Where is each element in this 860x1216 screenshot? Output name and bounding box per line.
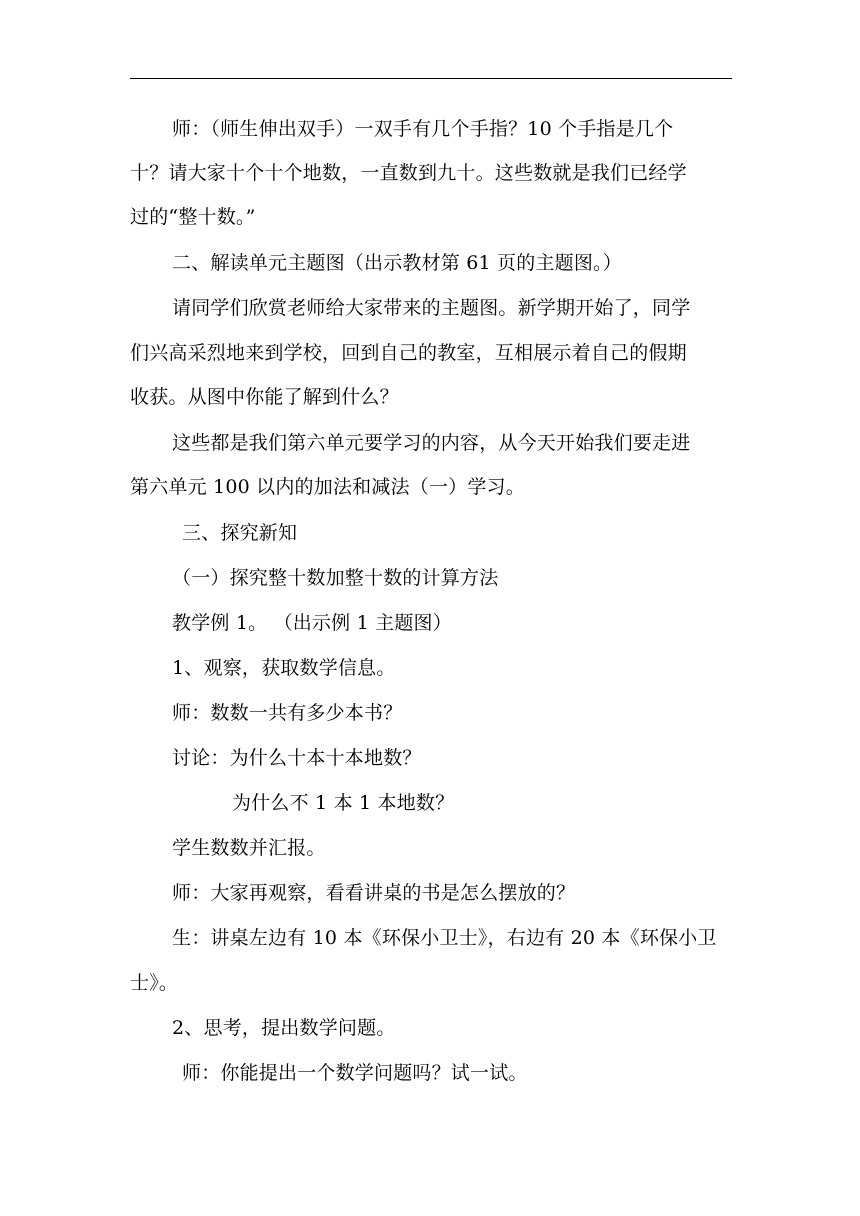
paragraph-line: 1、观察，获取数学信息。 [172, 657, 396, 679]
paragraph-line: 收获。从图中你能了解到什么？ [130, 386, 399, 408]
paragraph-line: 教学例 1。 （出示例 1 主题图） [172, 612, 452, 634]
subsection-heading: （一）探究整十数加整十数的计算方法 [172, 567, 499, 589]
paragraph-line: 讨论：为什么十本十本地数？ [172, 747, 422, 769]
paragraph-line: 第六单元 100 以内的加法和减法（一）学习。 [130, 476, 525, 498]
paragraph-line: 十？请大家十个十个地数，一直数到九十。这些数就是我们已经学 [130, 162, 687, 184]
paragraph-line: 师：大家再观察，看看讲桌的书是怎么摆放的？ [172, 882, 576, 904]
paragraph-line: 请同学们欣赏老师给大家带来的主题图。新学期开始了，同学 [172, 297, 691, 319]
paragraph-line: 为什么不 1 本 1 本地数？ [232, 792, 455, 814]
paragraph-line: 生：讲桌左边有 10 本《环保小卫士》，右边有 20 本《环保小卫 [172, 927, 717, 949]
paragraph-line: 师：（师生伸出双手）一双手有几个手指？10 个手指是几个 [172, 118, 674, 140]
paragraph-line: 这些都是我们第六单元要学习的内容，从今天开始我们要走进 [172, 432, 691, 454]
header-rule [130, 78, 732, 79]
section-heading: 三、探究新知 [182, 522, 298, 544]
paragraph-line: 2、思考，提出数学问题。 [172, 1017, 396, 1039]
paragraph-line: 们兴高采烈地来到学校，回到自己的教室，互相展示着自己的假期 [130, 342, 687, 364]
paragraph-line: 师：数数一共有多少本书？ [172, 702, 403, 724]
paragraph-line: 师：你能提出一个数学问题吗？试一试。 [182, 1062, 528, 1084]
section-heading: 二、解读单元主题图（出示教材第 61 页的主题图。） [172, 252, 622, 274]
paragraph-line: 学生数数并汇报。 [172, 837, 326, 859]
paragraph-line: 过的“整十数。” [130, 206, 256, 228]
paragraph-line: 士》。 [130, 972, 179, 994]
